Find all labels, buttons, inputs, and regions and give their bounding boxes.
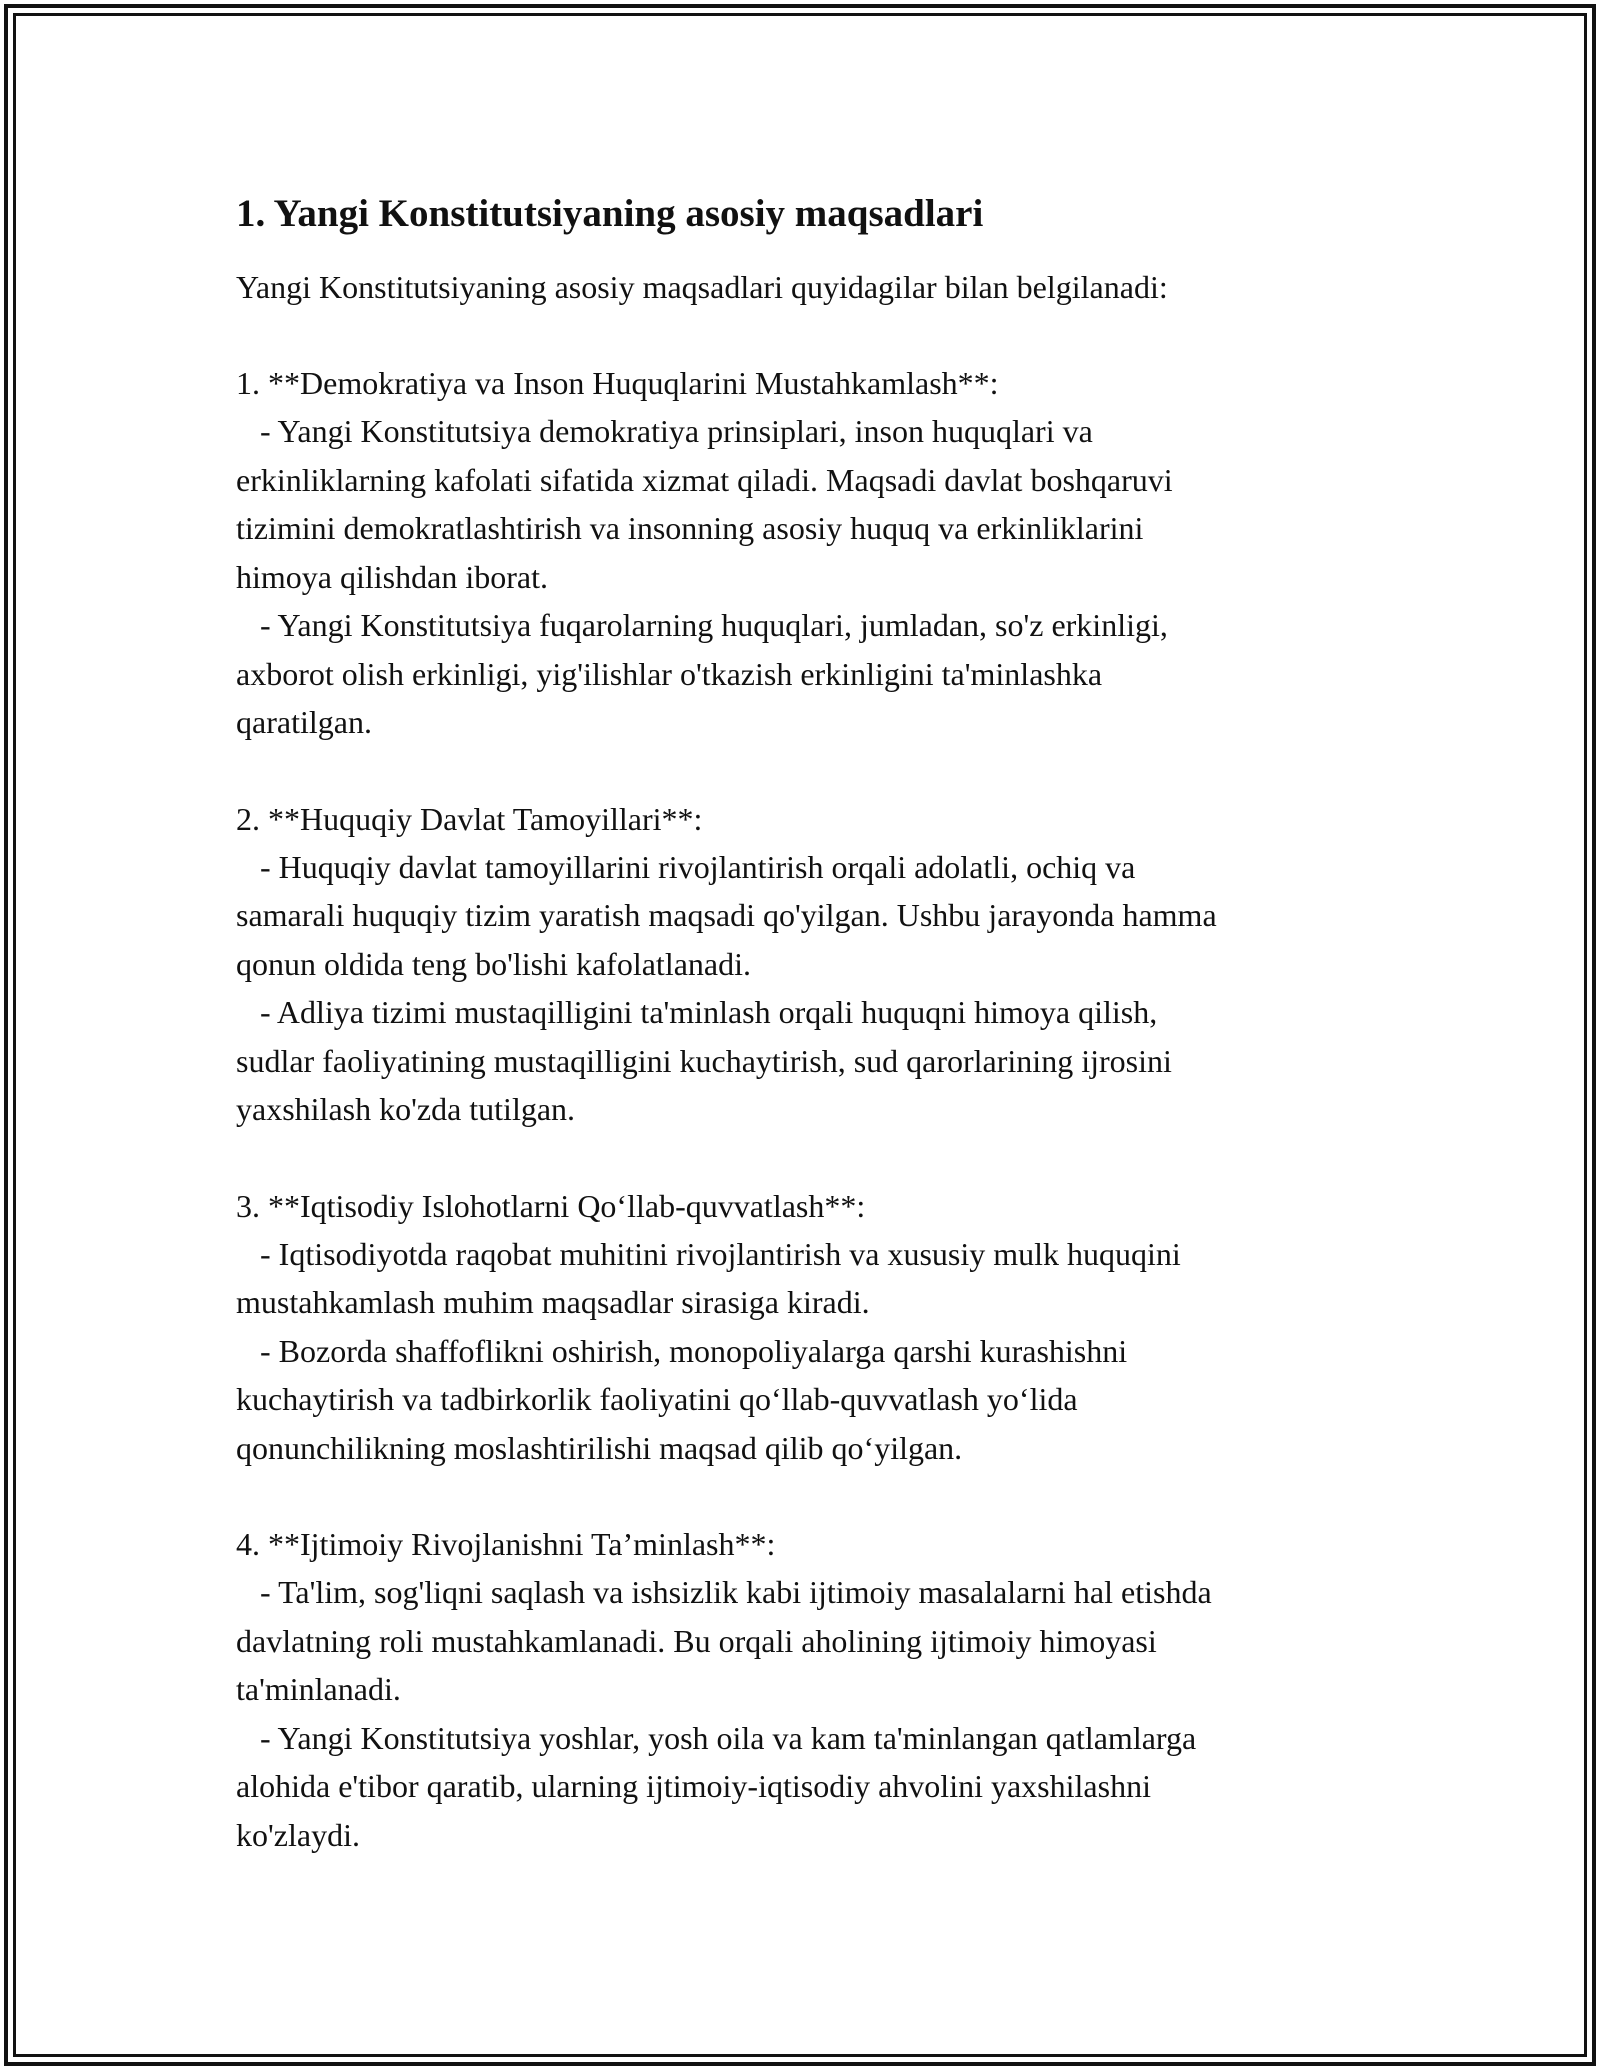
section-line: tizimini demokratlashtirish va insonning asosiy huquq va erkinliklarini [236,510,1144,546]
section-line: yaxshilash ko'zda tutilgan. [236,1091,576,1127]
section-line: davlatning roli mustahkamlanadi. Bu orqali aholining ijtimoiy himoyasi [236,1622,1157,1659]
section-line: ko'zlaydi. [236,1816,360,1853]
section-line: kuchaytirish va tadbirkorlik faoliyatini qo‘llab-quvvatlash yo‘lida [236,1381,1078,1417]
section-line: - Adliya tizimi mustaqilligini ta'minlash orqali huquqni himoya qilish, [236,994,1158,1030]
section-line: himoya qilishdan iborat. [236,558,548,595]
section-title: 4. **Ijtimoiy Rivojlanishni Ta’minlash**: [236,1526,776,1562]
section-line: alohida e'tibor qaratib, ularning ijtimoiy-iqtisodiy ahvolini yaxshilashni [236,1768,1151,1804]
section-title: 1. **Demokratiya va Inson Huquqlarini Mustahkamlash**: [236,365,999,401]
document-body [236,190,1416,1859]
section-line: - Ta'lim, sog'liqni saqlash va ishsizlik kabi ijtimoiy masalalarni hal etishda [236,1574,1212,1610]
section-3 [236,1182,1416,1473]
section-4 [236,1520,1416,1859]
section-line: qonunchilikning moslashtirilishi maqsad qilib qo‘yilgan. [236,1429,963,1466]
section-line: axborot olish erkinligi, yig'ilishlar o'tkazish erkinligini ta'minlashka [236,655,1103,692]
section-title: 3. **Iqtisodiy Islohotlarni Qo‘llab-quvvatlash**: [236,1187,866,1224]
intro-text: Yangi Konstitutsiyaning asosiy maqsadlari quyidagilar bilan belgilanadi: [236,269,1168,305]
section-line: - Iqtisodiyotda raqobat muhitini rivojlantirish va xususiy mulk huquqini [236,1235,1181,1272]
section-line: - Yangi Konstitutsiya demokratiya prinsiplari, inson huquqlari va [236,413,1093,449]
section-line: qonun oldida teng bo'lishi kafolatlanadi. [236,945,751,982]
section-2 [236,795,1416,1134]
section-title: 2. **Huquqiy Davlat Tamoyillari**: [236,800,703,837]
section-line: sudlar faoliyatining mustaqilligini kuchaytirish, sud qarorlarining ijrosini [236,1042,1172,1079]
section-line: - Bozorda shaffoflikni oshirish, monopoliyalarga qarshi kurashishni [236,1332,1128,1369]
section-line: mustahkamlash muhim maqsadlar sirasiga kiradi. [236,1284,870,1320]
section-line: - Yangi Konstitutsiya yoshlar, yosh oila va kam ta'minlangan qatlamlarga [236,1719,1197,1756]
section-line: - Huquqiy davlat tamoyillarini rivojlantirish orqali adolatli, ochiq va [236,848,1136,885]
section-1 [236,359,1416,747]
section-line: ta'minlanadi. [236,1671,401,1707]
section-line: - Yangi Konstitutsiya fuqarolarning huquqlari, jumladan, so'z erkinligi, [236,607,1168,643]
section-line: qaratilgan. [236,704,372,740]
section-line: erkinliklarning kafolati sifatida xizmat qiladi. Maqsadi davlat boshqaruvi [236,461,1173,498]
section-line: samarali huquqiy tizim yaratish maqsadi qo'yilgan. Ushbu jarayonda hamma [236,897,1217,933]
document-heading: 1. Yangi Konstitutsiyaning asosiy maqsadlari [236,192,984,235]
